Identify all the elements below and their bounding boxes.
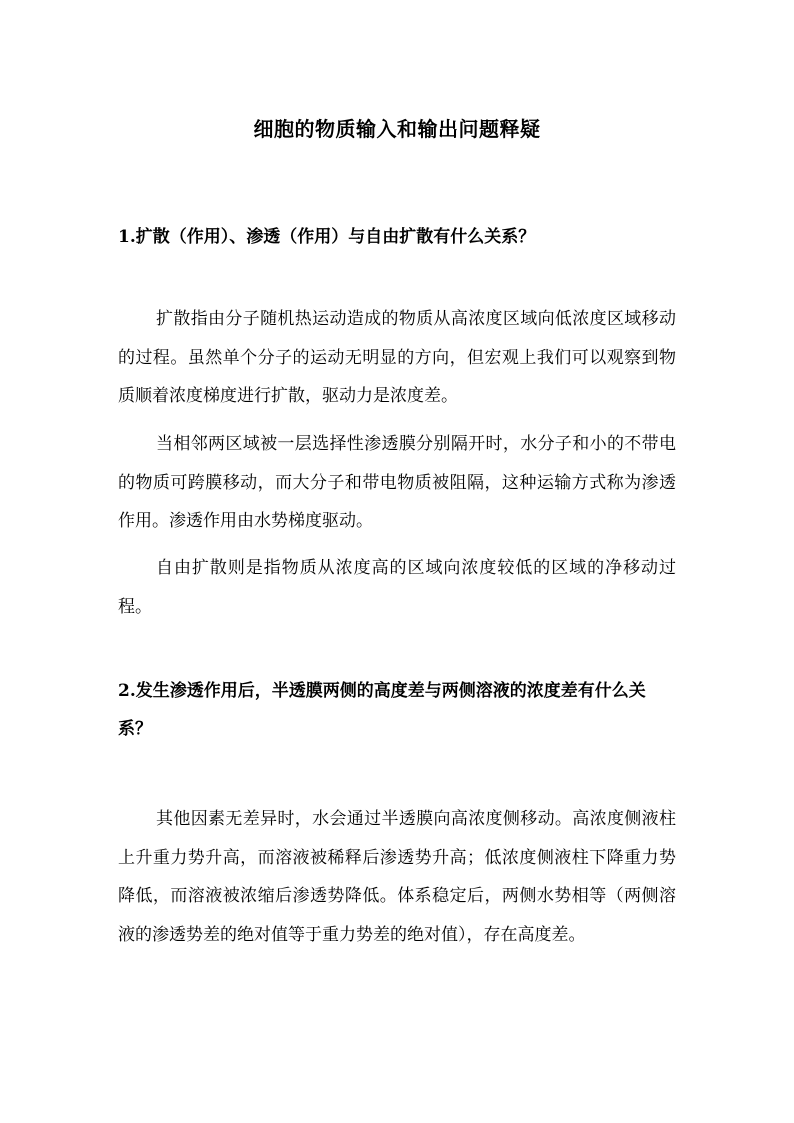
section-heading-2: 2.发生渗透作用后，半透膜两侧的高度差与两侧溶液的浓度差有什么关系？ xyxy=(118,681,646,739)
section-1-paragraph-2: 当相邻两区域被一层选择性渗透膜分别隔开时，水分子和小的不带电的物质可跨膜移动，而大分子和带电物质被阻隔，这种运输方式称为渗透作用。渗透作用由水势梯度驱动。 xyxy=(118,434,676,531)
section-1-paragraph-3: 自由扩散则是指物质从浓度高的区域向浓度较低的区域的净移动过程。 xyxy=(118,558,676,617)
section-heading-1: 1.扩散（作用）、渗透（作用）与自由扩散有什么关系？ xyxy=(118,227,536,247)
document-title: 细胞的物质输入和输出问题释疑 xyxy=(253,117,541,141)
section-2-paragraph-1: 其他因素无差异时，水会通过半透膜向高浓度侧移动。高浓度侧液柱上升重力势升高，而溶液被稀释后渗透势升高；低浓度侧液柱下降重力势降低，而溶液被浓缩后渗透势降低。体系稳定后，两侧水势相等（两侧溶液的渗透势差的绝对值等于重力势差的绝对值），存在高度差。 xyxy=(118,809,676,945)
section-1-paragraph-1: 扩散指由分子随机热运动造成的物质从高浓度区域向低浓度区域移动的过程。虽然单个分子的运动无明显的方向，但宏观上我们可以观察到物质顺着浓度梯度进行扩散，驱动力是浓度差。 xyxy=(118,309,676,406)
